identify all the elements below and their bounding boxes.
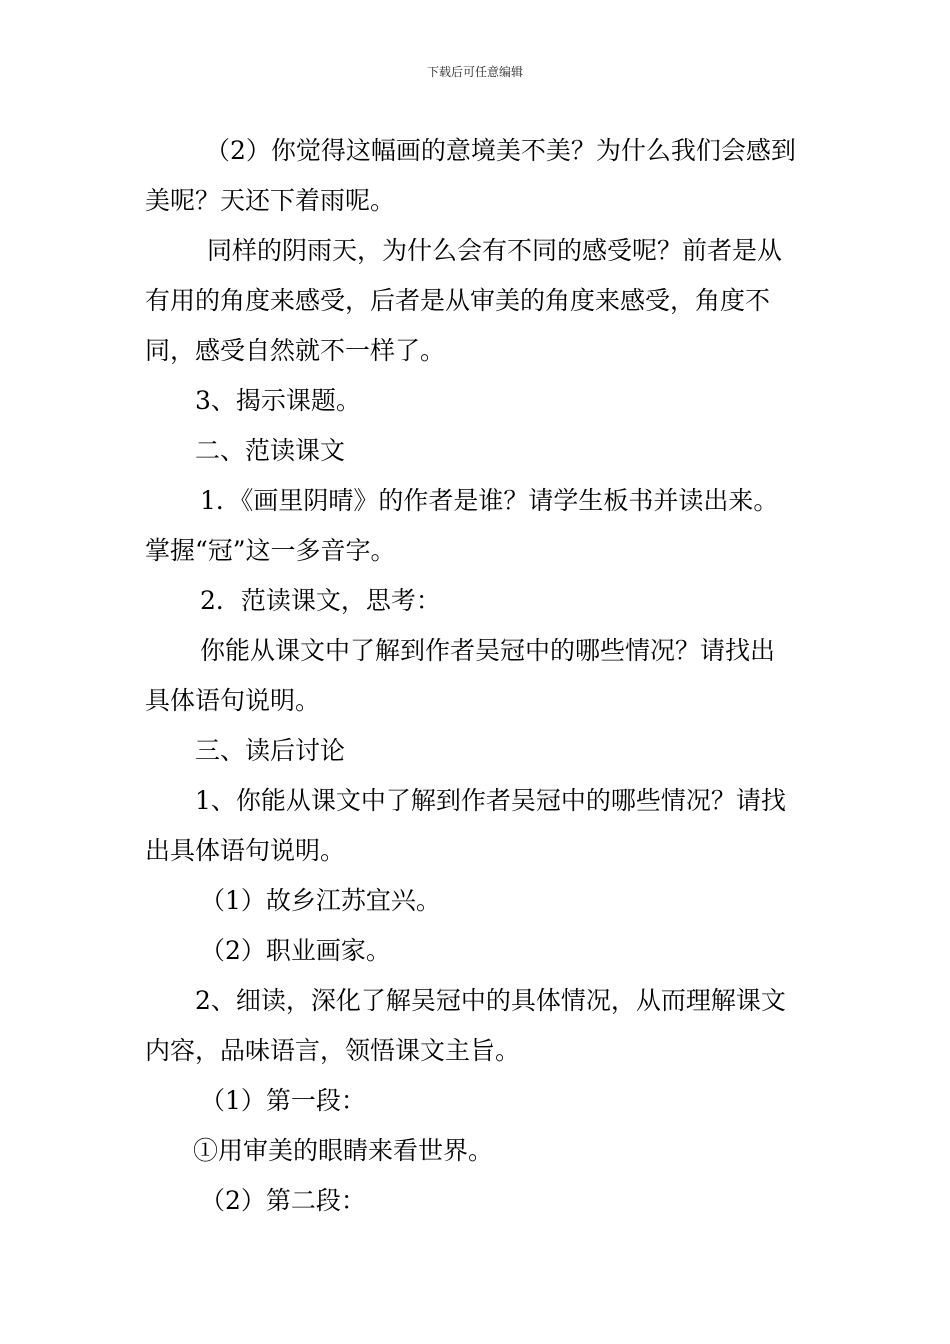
paragraph-line: 具体语句说明。 <box>145 686 321 715</box>
page-header: 下载后可任意编辑 <box>426 65 523 79</box>
section-heading: 三、读后讨论 <box>195 736 346 765</box>
paragraph-line: （2）你觉得这幅画的意境美不美？为什么我们会感到 <box>205 136 796 165</box>
paragraph-line: （2）第二段： <box>200 1186 366 1215</box>
paragraph-line: 有用的角度来感受，后者是从审美的角度来感受，角度不 <box>145 286 771 315</box>
paragraph-line: 你能从课文中了解到作者吴冠中的哪些情况？请找出 <box>200 636 776 665</box>
paragraph-line: 掌握“冠”这一多音字。 <box>145 536 396 565</box>
paragraph-line: 同，感受自然就不一样了。 <box>145 336 446 365</box>
paragraph-line: 内容，品味语言，领悟课文主旨。 <box>145 1036 521 1065</box>
section-heading: 二、范读课文 <box>195 436 346 465</box>
paragraph-line: 3、揭示课题。 <box>195 386 361 415</box>
paragraph-line: 2．范读课文，思考： <box>200 586 441 615</box>
paragraph-line: （1）第一段： <box>200 1086 366 1115</box>
paragraph-line: （2）职业画家。 <box>200 936 391 965</box>
paragraph-line: 1．《画里阴晴》的作者是谁？请学生板书并读出来。 <box>200 486 779 515</box>
paragraph-line: 出具体语句说明。 <box>145 836 346 865</box>
paragraph-line: （1）故乡江苏宜兴。 <box>200 886 441 915</box>
document-body <box>145 126 810 1226</box>
paragraph-line: 1、你能从课文中了解到作者吴冠中的哪些情况？请找 <box>195 786 786 815</box>
paragraph-line: 2、细读，深化了解吴冠中的具体情况，从而理解课文 <box>195 986 786 1015</box>
paragraph-line: 美呢？天还下着雨呢。 <box>145 186 396 215</box>
paragraph-line: 同样的阴雨天，为什么会有不同的感受呢？前者是从 <box>207 236 783 265</box>
paragraph-line: ①用审美的眼睛来看世界。 <box>193 1136 494 1165</box>
